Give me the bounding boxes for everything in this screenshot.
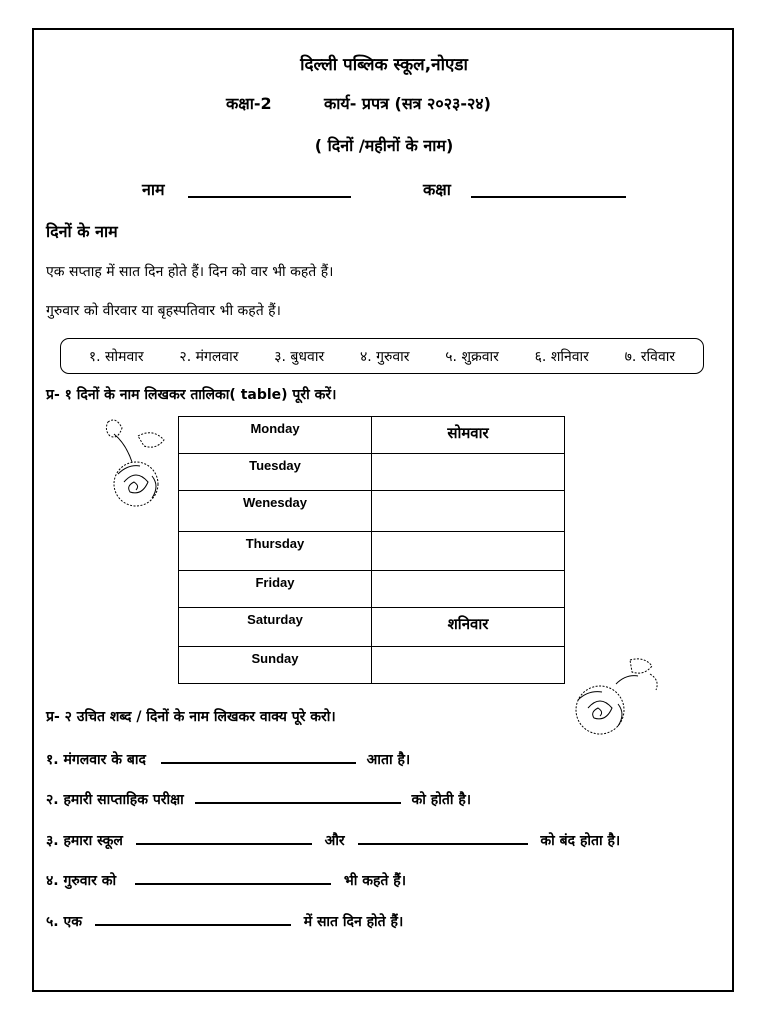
class-field[interactable] — [471, 182, 626, 202]
table-row — [179, 647, 565, 684]
sentence-4-end: भी कहते हैं। — [343, 873, 406, 889]
table-cell-en: Monday — [179, 417, 372, 454]
table-row — [179, 571, 565, 608]
sentence-2-start: २. हमारी साप्ताहिक परीक्षा — [46, 792, 184, 808]
blank-1[interactable] — [161, 748, 356, 764]
table-cell-en: Saturday — [179, 608, 372, 647]
sentence-3-end: को बंद होता है। — [540, 833, 621, 849]
table-cell-hi[interactable] — [372, 647, 565, 684]
sentence-5-start: ५. एक — [46, 914, 82, 930]
sentence-4-start: ४. गुरुवार को — [46, 873, 117, 889]
rose-flower-icon — [560, 654, 664, 738]
sentence-1-end: आता है। — [366, 752, 411, 768]
table-row — [179, 417, 565, 454]
table-row — [179, 454, 565, 491]
name-label: नाम — [142, 180, 165, 199]
table-cell-en: Sunday — [179, 647, 372, 684]
class-field-label: कक्षा — [423, 180, 451, 199]
day-item: ६. शनिवार — [534, 348, 589, 365]
section-heading: दिनों के नाम — [46, 222, 118, 241]
section-line-2: गुरुवार को वीरवार या बृहस्पतिवार भी कहते हैं। — [46, 303, 281, 319]
day-item: ४. गुरुवार — [359, 348, 410, 365]
table-cell-hi[interactable] — [372, 532, 565, 571]
school-title: दिल्ली पब्लिक स्कूल,नोएडा — [300, 55, 468, 75]
topic-title: ( दिनों /महीनों के नाम) — [314, 136, 454, 155]
day-item: २. मंगलवार — [179, 348, 239, 365]
name-field[interactable] — [188, 182, 351, 202]
blank-3a[interactable] — [136, 829, 312, 845]
days-table — [178, 416, 565, 684]
table-row — [179, 532, 565, 571]
blank-3b[interactable] — [358, 829, 528, 845]
table-cell-hi[interactable]: सोमवार — [372, 417, 565, 454]
table-cell-en: Wenesday — [179, 491, 372, 532]
table-row — [179, 491, 565, 532]
sentence-2-end: को होती है। — [411, 792, 472, 808]
day-item: ३. बुधवार — [274, 348, 325, 365]
sentence-3-start: ३. हमारा स्कूल — [46, 833, 123, 849]
table-cell-hi[interactable] — [372, 491, 565, 532]
blank-4[interactable] — [135, 869, 331, 885]
table-cell-hi[interactable] — [372, 454, 565, 491]
rose-flower-icon — [98, 414, 178, 514]
table-cell-hi[interactable] — [372, 571, 565, 608]
table-cell-en: Thursday — [179, 532, 372, 571]
blank-2[interactable] — [195, 788, 401, 804]
table-cell-en: Friday — [179, 571, 372, 608]
sentence-1-start: १. मंगलवार के बाद — [46, 752, 146, 768]
table-row — [179, 608, 565, 647]
q2-title: प्र- २ उचित शब्द / दिनों के नाम लिखकर वाक्य पूरे करो। — [46, 709, 336, 725]
class-label: कक्षा-2 — [226, 94, 272, 113]
worksheet-title: कार्य- प्रपत्र (सत्र २०२३-२४) — [324, 94, 491, 113]
days-list-box — [60, 338, 704, 374]
day-item: १. सोमवार — [88, 348, 144, 365]
sentence-5-end: में सात दिन होते हैं। — [303, 914, 404, 930]
table-cell-hi[interactable]: शनिवार — [372, 608, 565, 647]
q1-title: प्र- १ दिनों के नाम लिखकर तालिका( table) पूरी करें। — [46, 387, 337, 403]
day-item: ५. शुक्रवार — [445, 348, 499, 365]
table-cell-en: Tuesday — [179, 454, 372, 491]
section-line-1: एक सप्ताह में सात दिन होते हैं। दिन को वार भी कहते हैं। — [46, 264, 334, 280]
day-item: ७. रविवार — [624, 348, 676, 365]
blank-5[interactable] — [95, 910, 291, 926]
sentence-3-mid: और — [324, 833, 345, 849]
